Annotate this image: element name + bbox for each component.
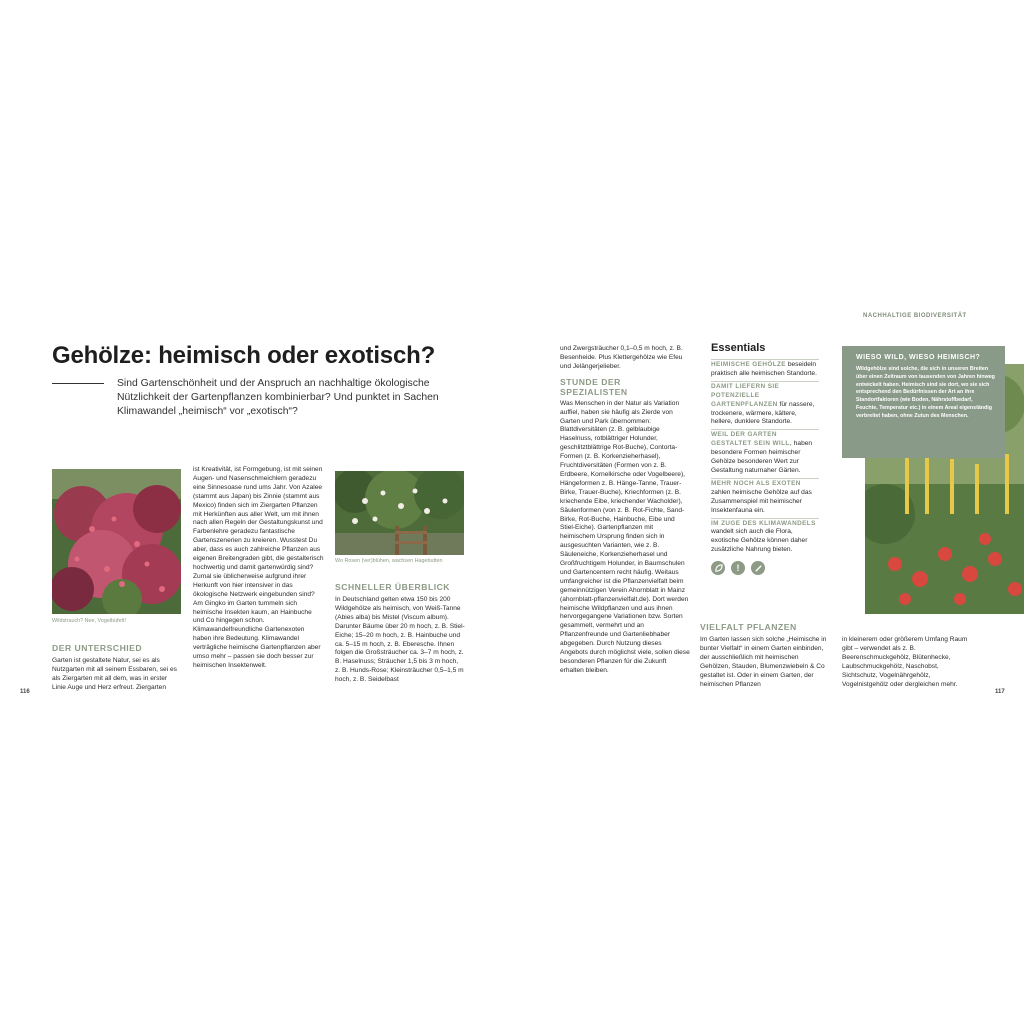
heading-schneller-ueberblick: SCHNELLER ÜBERBLICK <box>335 582 451 592</box>
essentials-item: MEHR NOCH ALS EXOTEN zahlen heimische Gehölze auf das Zusammenspiel mit heimischer Insektenfauna ein. <box>711 478 819 516</box>
right-column-3 <box>842 636 972 689</box>
essentials-icons <box>711 561 819 575</box>
info-box-text: Wildgehölze sind solche, die sich in unseren Breiten über einen Zeitraum von tausenden von Jahren hinweg entwickelt haben. Heimisch sind sie dort, wo sie sich entsprechend den Bedürfnissen der Art an ihre Standortfaktoren (wie Boden, Nährstoffbedarf, Feuchte, Temperatur etc.) in einem Areal eigenständig verbreitet haben, ohne Zutun des Menschen. <box>856 366 995 419</box>
column-2 <box>193 466 324 671</box>
right-col1-intro: und Zwergsträucher 0,1–0,5 m hoch, z. B. Besenheide. Plus Klettergehölze wie Efeu und Jelängerjelieber. <box>560 345 683 370</box>
pencil-icon <box>751 561 765 575</box>
info-box <box>842 346 1005 458</box>
vielfalt-body: Im Garten lassen sich solche „Heimische in bunter Vielfalt“ in einem Garten einbinden, der ausschließlich mit heimischen Gehölzen, Stauden, Blumenzwiebeln & Co gestaltet ist. Oder in einem Garten, der heimischen Pflanzen <box>700 636 827 688</box>
page-number-left: 116 <box>20 689 30 695</box>
lead-text: Sind Gartenschönheit und der Anspruch an nachhaltige ökologische Nützlichkeit der Gartenpflanzen kombinierbar? Und punktet in Sachen Klimawandel „heimisch“ vor „exotisch“? <box>117 378 439 417</box>
vielfalt-section <box>700 622 828 689</box>
col2-body: ist Kreativität, ist Formgebung, ist mit seinen Augen- und Nasenschmeichlern geradezu eine Sinnesoase rund ums Jahr. Von Azalee (stammt aus Japan) bis Zinnie (stammt aus Mexico) finden sich im Ziergarten Pflanzen mit Herkünften aus aller Welt, um mit ihnen nach allen Regeln der Gestaltungskunst und Farbenlehre geradezu fantastische Gartenszenerien zu kreieren. Wusstest Du aber, dass es auch zahlreiche Pflanzen aus eigenen Breitengraden gibt, die gestalterisch hochwertig und damit gartenwürdig sind? Zumal sie üblicherweise aufgrund ihrer Herkunft von hier intensiver in das ökologische Netzwerk eingebunden sind? Am Gingko im Garten tummeln sich heimische Insekten kaum, an Hainbuche und Co hingegen schon. Klimawandelfreundliche Gartenexoten haben ihre Bedeutung. Klimawandel verträgliche heimische Gartenpflanzen aber umso mehr – passen sie doch besser zur heimischen Insektenwelt. <box>193 466 324 669</box>
essentials-item: HEIMISCHE GEHÖLZE beseideln praktisch alle heimischen Standorte. <box>711 359 819 379</box>
photo2-caption: Wo Rosen (ver)blühen, wachsen Hagebutten <box>335 558 443 564</box>
column-3 <box>335 582 465 685</box>
exclamation-icon: ! <box>731 561 745 575</box>
running-head: NACHHALTIGE BIODIVERSITÄT <box>863 313 967 319</box>
column-1 <box>52 643 180 693</box>
heading-stunde-der-spezialisten: STUNDE DER SPEZIALISTEN <box>560 376 628 397</box>
photo-roses <box>335 471 464 555</box>
essentials-item: IM ZUGE DES KLIMAWANDELS wandelt sich auch die Flora, exotische Gehölze können daher zusätzliche Nahrung bieten. <box>711 518 819 556</box>
right-column-1 <box>560 345 690 676</box>
heading-der-unterschied: DER UNTERSCHIED <box>52 643 143 653</box>
essentials-item: DAMIT LIEFERN SIE POTENZIELLE GARTENPFLANZEN für nassere, trockenere, wärmere, kältere, hellere, dunklere Standorte. <box>711 381 819 428</box>
photo-wild-shrub <box>52 469 181 614</box>
page-number-right: 117 <box>995 689 1005 695</box>
col3-body: In Deutschland gelten etwa 150 bis 200 Wildgehölze als heimisch, von Weiß-Tanne (Abies alba) bis Mistel (Viscum album). Darunter Bäume über 20 m hoch, z. B. Stiel-Eiche; 15–20 m hoch, z. B. Hainbuche und ca. 5–15 m hoch, z. B. Eberesche. Ihnen folgen die Großsträucher ca. 3–7 m hoch, z. B. Haselnuss; Sträucher 1,5 bis 3 m hoch, z. B. Hunds-Rose; Kleinsträucher 0,5–1,5 m hoch, z. B. Seidelbast <box>335 596 465 684</box>
essentials-title: Essentials <box>711 342 766 354</box>
photo1-caption: Wildstrauch? Nee, Vogelbüfett! <box>52 618 127 624</box>
essentials-box <box>711 342 819 575</box>
right-col1-body: Was Menschen in der Natur als Variation auffiel, haben sie häufig als Zierde von Garten und Park übernommen: Blattdiversitäten (z. B. gelblaubige Haselnuss, rotblättriger Holunder, geschlitztblättrige Rot-Buche), Contorta-Formen (z. B. Korkenzieherhasel), Fruchtdiversitäten (Formen von z. B. Erdbeere, Kornelkirsche oder Vogelbeere), Hängeformen z. B. Hänge-Tanne, Trauer-Birke, Trauer-Buche), Kriechformen (z. B. kriechende Eibe, kriechender Wacholder), Säulenformen (von z. B. Rot-Fichte, Sand-Birke, Rot-Buche, Hainbuche, Eibe und Stiel-Eiche). Gartenpflanzen mit heimischem Ursprung finden sich in ausgesuchten Varianten, wie z. B. Säuleneiche, Korkenzieherhasel und Großfruchtigem Holunder, in Baumschulen und Gartencentern recht häufig. Weitaus umfangreicher ist die Pflanzenvielfalt beim gemeinnützigen Verein Ahornblatt in Mainz (ahornblatt-pflanzenvielfalt.de). Dort werden heimische Wildpflanzen und aus ihnen hervorgegangene Variationen bzw. Sorten gesammelt, vermehrt und an Pflanzenfreunde und Gartenliebhaber abgegeben. Durch Nutzung dieses Angebots durch möglichst viele, sollen diese besonderen Pflanzen für die Zukunft erhalten bleiben. <box>560 399 690 674</box>
col1-body: Garten ist gestaltete Natur, sei es als Nutzgarten mit all seinem Essbaren, sei es als Ziergarten mit all dem, was in erster Linie Auge und Herz erfreut. Ziergarten <box>52 657 177 691</box>
heading-vielfalt-pflanzen: VIELFALT PFLANZEN <box>700 622 797 632</box>
lead-rule <box>52 383 104 384</box>
essentials-item: WEIL DER GARTEN GESTALTET SEIN WILL, haben besondere Formen heimischer Gehölze besonderen Wert zur Gestaltung naturnaher Gärten. <box>711 429 819 476</box>
leaf-icon <box>711 561 725 575</box>
info-box-heading: WIESO WILD, WIESO HEIMISCH? <box>856 354 981 361</box>
page-title: Gehölze: heimisch oder exotisch? <box>52 342 436 369</box>
right-col3-body: in kleinerem oder größerem Umfang Raum gibt – verwendet als z. B. Beerenschmuckgehölz, Blütenhecke, Laubschmuckgehölz, Naschobst, Sichtschutz, Vogelnährgehölz, Vogelnistgehölz oder dergleichen mehr. <box>842 636 968 688</box>
